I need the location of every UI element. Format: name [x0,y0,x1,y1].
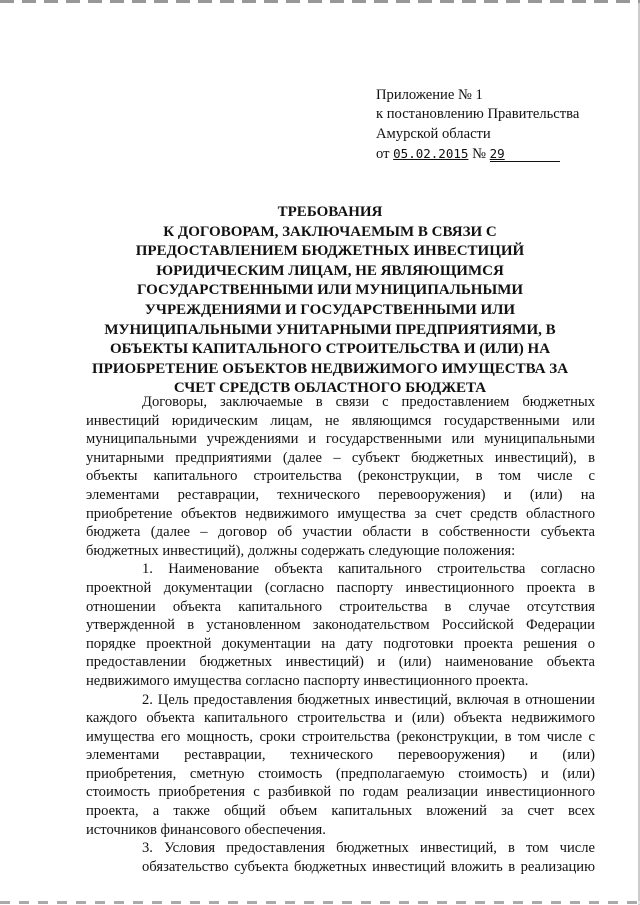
decree-reference: к постановлению Правительства [376,106,580,123]
body-line: бюджета (далее – договор об участии области в собственности субъекта [86,524,595,541]
appendix-label: Приложение № 1 [376,87,483,103]
body-line: имущества его мощность, сроки строительства (реконструкции, в том числе с [86,728,595,745]
from-label: от [376,145,390,162]
body-line: 2. Цель предоставления бюджетных инвестиций, включая в отношении [142,691,595,708]
body-line: элементами реставрации, технического перевооружения) и (или) [86,747,595,764]
document-title [60,203,600,399]
body-line: источников финансового обеспечения. [86,821,326,838]
body-line: стоимость приобретения с разбивкой по годам реализации инвестиционного [86,784,595,801]
body-line: порядке проектной документации на дату подготовки проекта решения о [86,635,595,652]
decree-date: 05.02.2015 [393,145,469,161]
title-line: ОБЪЕКТЫ КАПИТАЛЬНОГО СТРОИТЕЛЬСТВА И (ИЛИ) НА [109,341,551,358]
body-line: утвержденной в установленном законодательством Российской Федерации [86,617,595,634]
body-line: элементами реставрации, технического перевооружения) и (или) на [86,486,595,503]
body-line: 3. Условия предоставления бюджетных инвестиций, в том числе [142,840,595,857]
number-label: № [472,145,486,162]
title-line: СЧЕТ СРЕДСТВ ОБЛАСТНОГО БЮДЖЕТА [173,380,487,397]
title-line: ПРИОБРЕТЕНИЕ ОБЪЕКТОВ НЕДВИЖИМОГО ИМУЩЕСТВА ЗА [91,360,569,377]
document-body [86,393,595,876]
title-line: УЧРЕЖДЕНИЯМИ И ГОСУДАРСТВЕННЫМИ ИЛИ [144,301,516,318]
title-line: ПРЕДОСТАВЛЕНИЕМ БЮДЖЕТНЫХ ИНВЕСТИЦИЙ [135,243,525,260]
body-line: предоставлении бюджетных инвестиций) и (или) наименование объекта [86,654,595,671]
body-line: унитарными предприятиями (далее – субъект бюджетных инвестиций), в [86,449,595,466]
body-line: проекта, а также общий объем капитальных вложений за счет всех [86,803,595,820]
body-line: объекты капитального строительства (реконструкции, в том числе с [86,468,595,485]
body-line: отношении объекта капитального строительства в случае отсутствия [86,598,595,615]
date-number-line [376,144,579,164]
scan-edge-top [0,0,640,3]
body-line: 1. Наименование объекта капитального строительства согласно [142,561,595,578]
body-line: муниципальными учреждениями и государственными или муниципальными [86,431,595,448]
title-line: ЮРИДИЧЕСКИМ ЛИЦАМ, НЕ ЯВЛЯЮЩИМСЯ [156,262,504,279]
body-line: проектной документации (согласно паспорту инвестиционного проекта в [86,579,595,596]
region-name: Амурской области [376,125,491,142]
scan-edge-bottom [0,901,640,904]
body-line: бюджетных инвестиций), должны содержать следующие положения: [86,542,516,559]
body-line: приобретение объектов недвижимого имущества за счет средств областного [86,505,595,522]
title-line: МУНИЦИПАЛЬНЫМИ УНИТАРНЫМИ ПРЕДПРИЯТИЯМИ, В [104,321,556,338]
title-line: К ДОГОВОРАМ, ЗАКЛЮЧАЕМЫМ В СВЯЗИ С [163,223,497,240]
body-line: инвестиций юридическим лицам, не являющимся государственными или [86,412,595,429]
body-line: приобретения, сметную стоимость (предполагаемую стоимость) и (или) [86,765,595,782]
approval-block [376,86,579,164]
body-line: обязательство субъекта бюджетных инвестиций вложить в реализацию [142,858,595,875]
body-line: Договоры, заключаемые в связи с предоставлением бюджетных [142,394,595,410]
body-line: недвижимого имущества согласно паспорту инвестиционного проекта. [86,672,529,689]
title-line: ТРЕБОВАНИЯ [277,204,383,220]
body-line: каждого объекта капитального строительства и (или) объекта недвижимого [86,710,595,727]
decree-number: 29 [490,146,560,162]
title-line: ГОСУДАРСТВЕННЫМИ ИЛИ МУНИЦИПАЛЬНЫМИ [136,282,524,299]
